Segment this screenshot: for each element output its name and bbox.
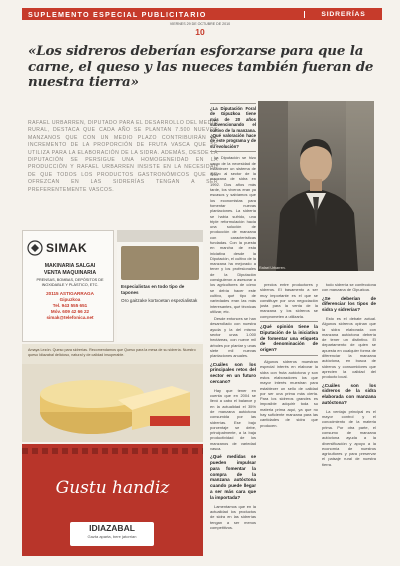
simak-address: 20115 ASTIGARRAGA — [46, 291, 94, 296]
simak-name-basque: MAKINARIA SALGAI — [44, 263, 96, 269]
question-6: ¿Cuáles son los sidreros de la sidra elaborada con manzana autóctona? — [322, 382, 376, 405]
question-block — [260, 321, 318, 356]
corks-slogan-spanish: Especialistas en todo tipo de tapones — [121, 284, 185, 295]
question-4: ¿Qué opinión tiene la Diputación de la iniciativa de fomentar una etiqueta de denominación de origen? — [260, 324, 318, 353]
answer-paragraph: precios entre productores y sidreros. El basamento a ser muy importante es el que se constituye por una negociación justa para la venta de la manzana y los sidreros se comprometen a utilizarla. — [260, 282, 318, 319]
question-3: ¿Qué medidas se pueden impulsar para fomentar la compra de la manzana autóctona cuando puede llegar a ser más cara que la importada? — [210, 454, 256, 500]
simak-logo-icon — [27, 240, 43, 256]
cheese-image — [22, 364, 203, 442]
gustu-brand: Gustu handiz — [55, 478, 170, 498]
corks-slogan — [121, 284, 199, 303]
simak-contact — [27, 291, 113, 321]
answer-paragraph: Algunos sidreros muestran especial interés en elaborar la sidra con fruta autóctona y son estos elaboradores los que mayor interés muestran para establecer un sello de calidad por ser una prima más cierta. Para los sidreros grandes es imposible adquirir toda su materia prima aquí, ya que no hay suficiente manzana para las cantidades de sidra que producen. — [260, 359, 318, 428]
corks-slogan-basque: Oro gaitzake kortxoetan espezialistak — [121, 297, 198, 303]
question-1: ¿La Diputación Foral de Gipuzkoa tiene más de 20 años subvencionando el cultivo de la manzana. ¿Qué valoración hace de este programa y de su evolución? — [210, 106, 256, 149]
question-5: ¿Se deberían de diferenciar los tipos de sidra y sidrerías? — [322, 295, 376, 313]
simak-mobile: Móv. 609 42 66 22 — [50, 309, 90, 314]
answer-paragraph: Desde entonces se han desarrollado con nuestra ayuda y la del mismo sector unas 1.000 hectáreas, con nueve mil árboles por plantar y unas siete mil nuevas plantaciones anuales. — [210, 316, 256, 359]
answer-paragraph: Esto es el debate actual. Algunos sidreros opinan que la sidra elaborada con manzana autóctona debería de tener un distintivo. El departamento de quien se apuesta en cualquier forma de diferenciar la manzana autóctona, en busca de sidreros y consumidores que aprecien la calidad del producto local. — [322, 315, 376, 380]
idiazabal-badge — [70, 522, 154, 546]
portrait-image — [258, 101, 374, 271]
answer-paragraph: La ventaja principal es el mayor control y el conocimiento de la materia prima. Por otra parte, el consumo de manzana autóctona ayuda a la diversificación y apoyo a la economía de nuestros agricultores y para preservar el paisaje rural de nuestra tierra. — [322, 408, 376, 467]
simak-brand: SIMAK — [46, 241, 88, 255]
issue-date: VIERNES 29 DE OCTUBRE DE 2010 — [169, 22, 231, 26]
article-lead: RAFAEL URBARREN, DIPUTADO PARA EL DESARROLLO DEL MEDIO RURAL, DESTACA QUE CADA AÑO SE PLANTAN 7.500 NUEVOS MANZANOS QUE CON UN MEDIO PLAZO CONTRIBUIRÁN AL INCREMENTO DE LA PROPORCIÓN DE FRUTA VASCA QUE SE UTILIZA PARA LA ELABORACIÓN DE LA SIDRA. ADEMÁS, DESDE LA DIPUTACIÓN SE PERSIGUE UNA HOMOGENEIDAD EN LA PRODUCCIÓN Y RAFAEL URBARREN INSISTE EN LA NECESIDAD DE QUE TODOS LOS PRODUCTOS GASTRONÓMICOS QUE SE OFREZCAN EN LAS SIDRERÍAS TENGAN A SER PREFERENTEMENTE VASCOS. — [28, 120, 218, 193]
question-block — [210, 103, 256, 152]
simak-products: PRENSAS, BOMBAS, DEPÓSITOS DE INOXIDABLE Y PLÁSTICO, ETC. — [36, 278, 104, 287]
ad-decorative-stripe — [22, 448, 203, 454]
cheese-advertisement — [22, 344, 203, 442]
question-2: ¿Cuáles son los principales retos del sector en un futuro cercano? — [210, 361, 256, 384]
simak-logo — [27, 237, 111, 259]
answer-paragraph: todo sidrería se confecciona con manzana de Gipuzkoa. — [322, 282, 376, 293]
simak-names — [27, 263, 113, 276]
idiazabal-label: IDIAZABAL — [89, 523, 135, 533]
article-column-2 — [210, 101, 256, 556]
page-number: 10 — [195, 27, 205, 37]
simak-phone: Tel. 943 555 651 — [52, 303, 88, 308]
answer-paragraph: Hay que tener en cuenta que en 2004 se llevó a cabo el balance y en la actualidad el 35% de manzana autóctona consumida por las sidrerías. Ese bajo porcentaje se debe, principalmente, a la baja productividad de los manzanos de variedad vasca. — [210, 387, 256, 451]
answer-paragraph: Lamentamos que en la actualidad los productos de sidra en las sidrerías tengan a ser menos competitivos. — [210, 503, 256, 530]
article-headline: «Los sidreros deberían esforzarse para que la carne, el queso y las nueces también fueran de nuestra tierra» — [28, 43, 374, 91]
simak-advertisement — [22, 230, 114, 342]
section-label: SIDRERÍAS — [304, 11, 382, 18]
photo-caption: Rafael Urbarren. — [259, 266, 286, 270]
corks-banner — [117, 230, 203, 242]
article-column-4 — [322, 282, 376, 556]
simak-city: Gipuzkoa — [59, 297, 81, 302]
idiazabal-tagline: Gazta aparta, bere jatorrian — [87, 534, 137, 539]
cheese-ad-text: Amaya Lezón. Queso para sidrerías. Recomendamos que Queso para la mesa de su sidrería. Nuestro queso Idiazabal delicioso, natural y de calidad insuperable. — [28, 348, 196, 357]
cork-image — [121, 246, 199, 280]
simak-email: simak@telefonica.net — [46, 315, 94, 320]
corks-advertisement — [117, 230, 203, 342]
section-header-bar — [22, 8, 382, 20]
supplement-label: SUPLEMENTO ESPECIAL PUBLICITARIO — [28, 9, 207, 19]
portrait-photo — [258, 101, 374, 271]
article-column-3 — [260, 282, 318, 556]
simak-name-spanish: VENTA MAQUINARIA — [43, 269, 97, 276]
gustu-handiz-advertisement — [22, 444, 203, 556]
answer-paragraph: La Diputación se hizo cargo de la necesidad de establecer un sistema de apoyo al sector de la manzana de sidra en 1992. Dos años más tarde, los viveros eran ya escasos y sabíamos que los economistas para fomentar nuevas plantaciones. La sidrería se había sufrido, una triple reformulación hacia una solución de producción de manzana con características fundadas. Con la puesta en marcha de esta iniciativa desde la Diputación, el cultivo de la manzana ha mejorado a tener y los profesionales de la Diputación consiguieron a asesorar a los agricultores de cómo se debía hacer este cultivo, qué tipo de variedades eran las más interesantes, qué técnicas utilizar, etc. — [210, 155, 256, 314]
